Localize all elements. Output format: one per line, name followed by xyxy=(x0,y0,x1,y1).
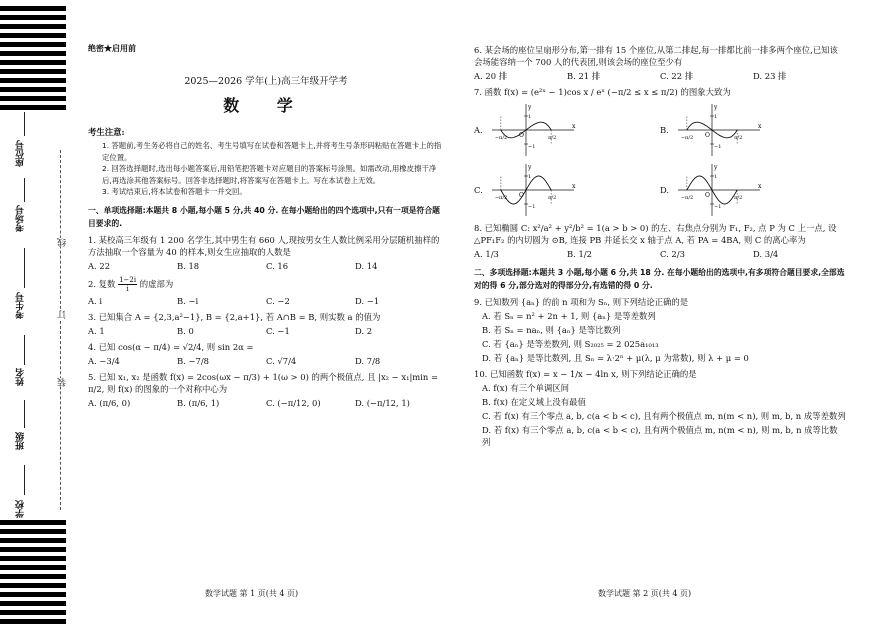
binding-char-line: 线 xyxy=(58,238,68,247)
class-label: 班级 xyxy=(16,432,26,450)
option-d: D. −1 xyxy=(355,295,380,306)
option-b: B. 21 排 xyxy=(567,71,601,81)
option-c: C. 16 xyxy=(266,260,289,271)
question-2 xyxy=(88,276,444,307)
notice-item: 2. 回答选择题时,选出每小题答案后,用铅笔把答题卡对应题目的答案标号涂黑。如需改动,用橡皮擦干净后,再选涂其他答案标号。回答非选择题时,将答案写在答题卡上。写在本试卷上无效。 xyxy=(102,164,437,185)
tick-one: 1 xyxy=(528,114,532,120)
candidate-number-label: 考生号 xyxy=(16,292,26,319)
binding-char-mount: 装 xyxy=(58,378,68,387)
x-axis-label: x xyxy=(572,123,576,130)
question-stem: 10. 已知函数 f(x) = x − 1/x − 4ln x, 则下列结论正确的是 xyxy=(474,369,697,379)
section-1-title: 一、单项选择题:本题共 8 小题,每小题 5 分,共 40 分. 在每小题给出的四个选项中,只有一项是符合题目要求的. xyxy=(88,205,440,228)
option-b: B. 0 xyxy=(177,325,194,336)
graph-option-b xyxy=(660,102,846,158)
tick-neg-one: −1 xyxy=(714,144,722,150)
question-stem: 7. 函数 f(x) = (e²ˣ − 1)cos x / eˣ (−π/2 ≤ x ≤ π/2) 的图象大致为 xyxy=(474,87,731,97)
y-axis-label: y xyxy=(528,164,532,171)
tick-half-pi: π/2 xyxy=(734,135,743,141)
option-b: B. 1/2 xyxy=(567,249,592,259)
option-d: D. 3/4 xyxy=(753,249,779,259)
tick-half-pi: π/2 xyxy=(548,135,557,141)
option-b: B. 若 Sₙ = naₙ, 则 {aₙ} 是等比数列 xyxy=(482,325,621,335)
binding-char-bind: 订 xyxy=(58,310,68,319)
question-stem: 5. 已知 x₁, x₂ 是函数 f(x) = 2cos(ωx − π/3) + 1(ω > 0) 的两个极值点, 且 |x₂ − x₁|min = π/2, 则 f(x) 的图象的一个对称中心为 xyxy=(88,371,438,394)
binding-stripes-top xyxy=(0,6,66,114)
room-number-label: 考场号 xyxy=(16,205,26,232)
graph-d xyxy=(674,162,764,218)
binding-stripes-bottom xyxy=(0,520,66,628)
seat-number-line xyxy=(24,112,25,136)
footer-page-2: 数学试题 第 2 页(共 4 页) xyxy=(598,589,692,598)
question-8 xyxy=(474,222,846,260)
option-c: C. (−π/12, 0) xyxy=(266,397,321,408)
origin-label: O xyxy=(519,192,524,199)
tick-neg-half-pi: −π/2 xyxy=(494,195,508,201)
x-axis-label: x xyxy=(572,183,576,190)
y-axis-label: y xyxy=(714,104,718,111)
y-axis-label: y xyxy=(714,164,718,171)
graph-option-d xyxy=(660,162,846,218)
tick-neg-one: −1 xyxy=(528,144,536,150)
notice-item: 3. 考试结束后,将本试卷和答题卡一并交回。 xyxy=(102,187,247,197)
seat-number-label: 座位号 xyxy=(16,140,26,167)
option-b: B. f(x) 在定义域上没有最值 xyxy=(482,397,586,407)
tick-one: 1 xyxy=(714,174,718,180)
option-c: C. √7/4 xyxy=(266,355,297,366)
tick-neg-half-pi: −π/2 xyxy=(680,195,694,201)
option-c: C. 若 {aₙ} 是等差数列, 则 S₂₀₂₅ = 2 025a₁₀₁₃ xyxy=(482,339,659,349)
origin-label: O xyxy=(705,192,710,199)
option-a: A. (π/6, 0) xyxy=(88,397,131,408)
question-3 xyxy=(88,311,444,337)
graph-b xyxy=(674,102,764,158)
secret-mark: 绝密★启用前 xyxy=(88,43,136,53)
option-b: B. −i xyxy=(177,295,199,306)
x-axis-label: x xyxy=(758,183,762,190)
question-stem: 4. 已知 cos(α − π/4) = √2/4, 则 sin 2α = xyxy=(88,341,254,352)
option-d: D. 2 xyxy=(355,325,373,336)
option-a: A. i xyxy=(88,295,103,306)
y-axis-label: y xyxy=(528,104,532,111)
subject-title: 数 学 xyxy=(223,96,309,115)
tick-half-pi: π/2 xyxy=(734,195,743,201)
tick-one: 1 xyxy=(528,174,532,180)
question-1 xyxy=(88,234,444,272)
x-axis-label: x xyxy=(758,123,762,130)
tick-neg-half-pi: −π/2 xyxy=(494,135,508,141)
question-7 xyxy=(474,86,846,218)
option-c: C. xyxy=(474,185,483,195)
option-d: D. 若 f(x) 有三个零点 a, b, c(a < b < c), 且有两个极值点 m, n(m < n), 则 m, b, n 成等比数列 xyxy=(482,425,838,447)
option-b: B. (π/6, 1) xyxy=(177,397,220,408)
candidate-number-line xyxy=(24,248,25,288)
exam-title: 2025—2026 学年(上)高三年级开学考 xyxy=(184,76,348,87)
option-d: D. xyxy=(660,185,670,195)
option-c: C. −2 xyxy=(266,295,290,306)
option-d: D. 7/8 xyxy=(355,355,381,366)
option-c: C. 若 f(x) 有三个零点 a, b, c(a < b < c), 且有两个极值点 m, n(m < n), 则 m, b, n 成等差数列 xyxy=(482,411,846,421)
option-b: B. xyxy=(660,125,669,135)
option-d: D. 23 排 xyxy=(753,71,787,81)
option-a: A. xyxy=(474,125,483,135)
tick-neg-one: −1 xyxy=(528,204,536,210)
option-c: C. −1 xyxy=(266,325,290,336)
tick-half-pi: π/2 xyxy=(548,195,557,201)
tick-one: 1 xyxy=(714,114,718,120)
question-4 xyxy=(88,341,444,367)
class-line xyxy=(24,400,25,428)
question-stem: 1. 某校高三年级有 1 200 名学生,其中男生有 660 人,现按男女生人数比例采用分层随机抽样的方法抽取一个容量为 40 的样本,则女生应抽取的人数是 xyxy=(88,234,440,257)
page-2-column xyxy=(474,44,846,448)
question-10 xyxy=(474,368,846,448)
notice-item: 1. 答题前,考生务必将自己的姓名、考生号填写在试卷和答题卡上,并将考生号条形码粘贴在答题卡上的指定位置。 xyxy=(102,141,442,162)
school-line xyxy=(24,465,25,495)
question-stem-tail: 的虚部为 xyxy=(139,278,174,289)
name-label: 姓名 xyxy=(16,368,26,386)
option-d: D. (−π/12, 1) xyxy=(355,397,410,408)
option-c: C. 22 排 xyxy=(660,71,694,81)
option-c: C. 2/3 xyxy=(660,249,685,259)
binding-dash-line xyxy=(60,150,61,510)
tick-neg-half-pi: −π/2 xyxy=(680,135,694,141)
question-stem: 9. 已知数列 {aₙ} 的前 n 项和为 Sₙ, 则下列结论正确的是 xyxy=(474,297,689,307)
question-5 xyxy=(88,371,444,409)
fraction: $\frac{1-2i}{i}$ xyxy=(119,275,137,293)
origin-label: O xyxy=(519,132,524,139)
option-a: A. 20 排 xyxy=(474,71,508,81)
graph-option-a xyxy=(474,102,660,158)
option-a: A. 1/3 xyxy=(474,249,499,259)
question-stem: 2. 复数 xyxy=(88,278,116,289)
option-a: A. 22 xyxy=(88,260,111,271)
school-label: 学校 xyxy=(16,500,26,518)
origin-label: O xyxy=(705,132,710,139)
notice-heading: 考生注意: xyxy=(88,127,125,137)
option-a: A. −3/4 xyxy=(88,355,120,366)
option-b: B. 18 xyxy=(177,260,200,271)
question-stem: 8. 已知椭圆 C: x²/a² + y²/b² = 1(a > b > 0) 的左、右焦点分别为 F₁, F₂, 点 P 为 C 上一点, 设 △PF₁F₂ 的内切圆为 ⊙B, 连接 PB 并延长交 x 轴于点 A, 若 PA = 4BA, 则 C 的离心率为 xyxy=(474,223,837,245)
graph-a xyxy=(488,102,578,158)
question-stem: 3. 已知集合 A = {2,3,a²−1}, B = {2,a+1}, 若 A∩B = B, 则实数 a 的值为 xyxy=(88,311,381,322)
option-a: A. f(x) 有三个单调区间 xyxy=(482,383,570,393)
graph-c xyxy=(488,162,578,218)
tick-neg-one: −1 xyxy=(714,204,722,210)
page-1-column xyxy=(88,38,444,409)
section-2-title: 二、多项选择题:本题共 3 小题,每小题 6 分,共 18 分. 在每小题给出的选项中,有多项符合题目要求,全部选对的得 6 分,部分选对的得部分分,有选错的得 0 分. xyxy=(474,268,845,290)
graph-option-c xyxy=(474,162,660,218)
question-9 xyxy=(474,296,846,364)
question-stem: 6. 某会场的座位呈扇形分布,第一排有 15 个座位,从第二排起,每一排都比前一排多两个座位,已知该会场能容纳一个 700 人的代表团,则该会场的座位至少有 xyxy=(474,45,838,67)
room-number-line xyxy=(24,178,25,202)
option-d: D. 14 xyxy=(355,260,378,271)
footer-page-1: 数学试题 第 1 页(共 4 页) xyxy=(205,589,299,598)
name-line xyxy=(24,335,25,365)
option-a: A. 1 xyxy=(88,325,105,336)
option-d: D. 若 {aₙ} 是等比数列, 且 Sₙ = λ·2ⁿ + μ(λ, μ 为常数), 则 λ + μ = 0 xyxy=(482,353,749,363)
option-a: A. 若 Sₙ = n² + 2n + 1, 则 {aₙ} 是等差数列 xyxy=(482,311,656,321)
binding-margin xyxy=(0,0,72,630)
option-b: B. −7/8 xyxy=(177,355,209,366)
question-6 xyxy=(474,44,846,82)
